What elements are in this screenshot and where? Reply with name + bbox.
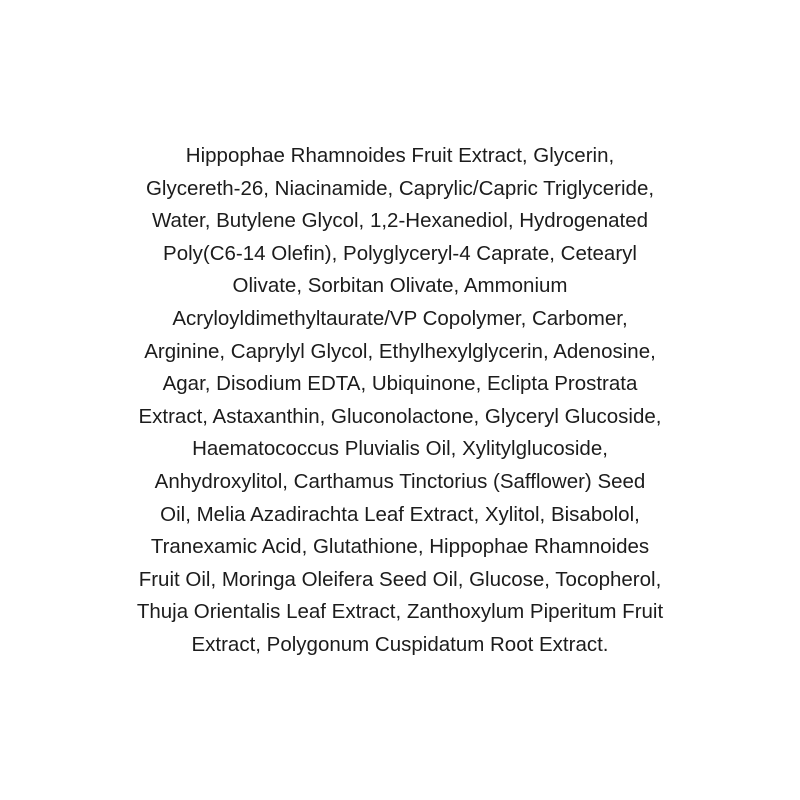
- ingredients-list: [80, 140, 720, 662]
- ingredients-line: Poly(C6-14 Olefin), Polyglyceryl-4 Caprate, Cetearyl: [163, 241, 637, 265]
- ingredients-line: Extract, Polygonum Cuspidatum Root Extract.: [191, 632, 609, 656]
- ingredients-line: Extract, Astaxanthin, Gluconolactone, Glyceryl Glucoside,: [138, 404, 662, 428]
- ingredients-line: Tranexamic Acid, Glutathione, Hippophae Rhamnoides: [150, 535, 650, 559]
- ingredients-line: Haematococcus Pluvialis Oil, Xylitylglucoside,: [192, 437, 608, 461]
- ingredients-line: Agar, Disodium EDTA, Ubiquinone, Eclipta Prostrata: [162, 372, 638, 396]
- ingredients-line: Thuja Orientalis Leaf Extract, Zanthoxylum Piperitum Fruit: [136, 600, 664, 624]
- ingredients-line: Arginine, Caprylyl Glycol, Ethylhexylglycerin, Adenosine,: [144, 339, 656, 363]
- ingredients-line: Hippophae Rhamnoides Fruit Extract, Glycerin,: [185, 144, 615, 167]
- ingredients-line: Oil, Melia Azadirachta Leaf Extract, Xylitol, Bisabolol,: [160, 502, 640, 526]
- ingredients-line: Anhydroxylitol, Carthamus Tinctorius (Safflower) Seed: [154, 469, 646, 493]
- ingredients-line: Olivate, Sorbitan Olivate, Ammonium: [232, 274, 568, 298]
- ingredients-line: Water, Butylene Glycol, 1,2-Hexanediol, Hydrogenated: [151, 209, 649, 233]
- ingredients-line: Fruit Oil, Moringa Oleifera Seed Oil, Glucose, Tocopherol,: [138, 567, 662, 591]
- ingredients-line: Glycereth-26, Niacinamide, Caprylic/Capric Triglyceride,: [145, 176, 655, 200]
- ingredients-line: Acryloyldimethyltaurate/VP Copolymer, Carbomer,: [172, 306, 628, 330]
